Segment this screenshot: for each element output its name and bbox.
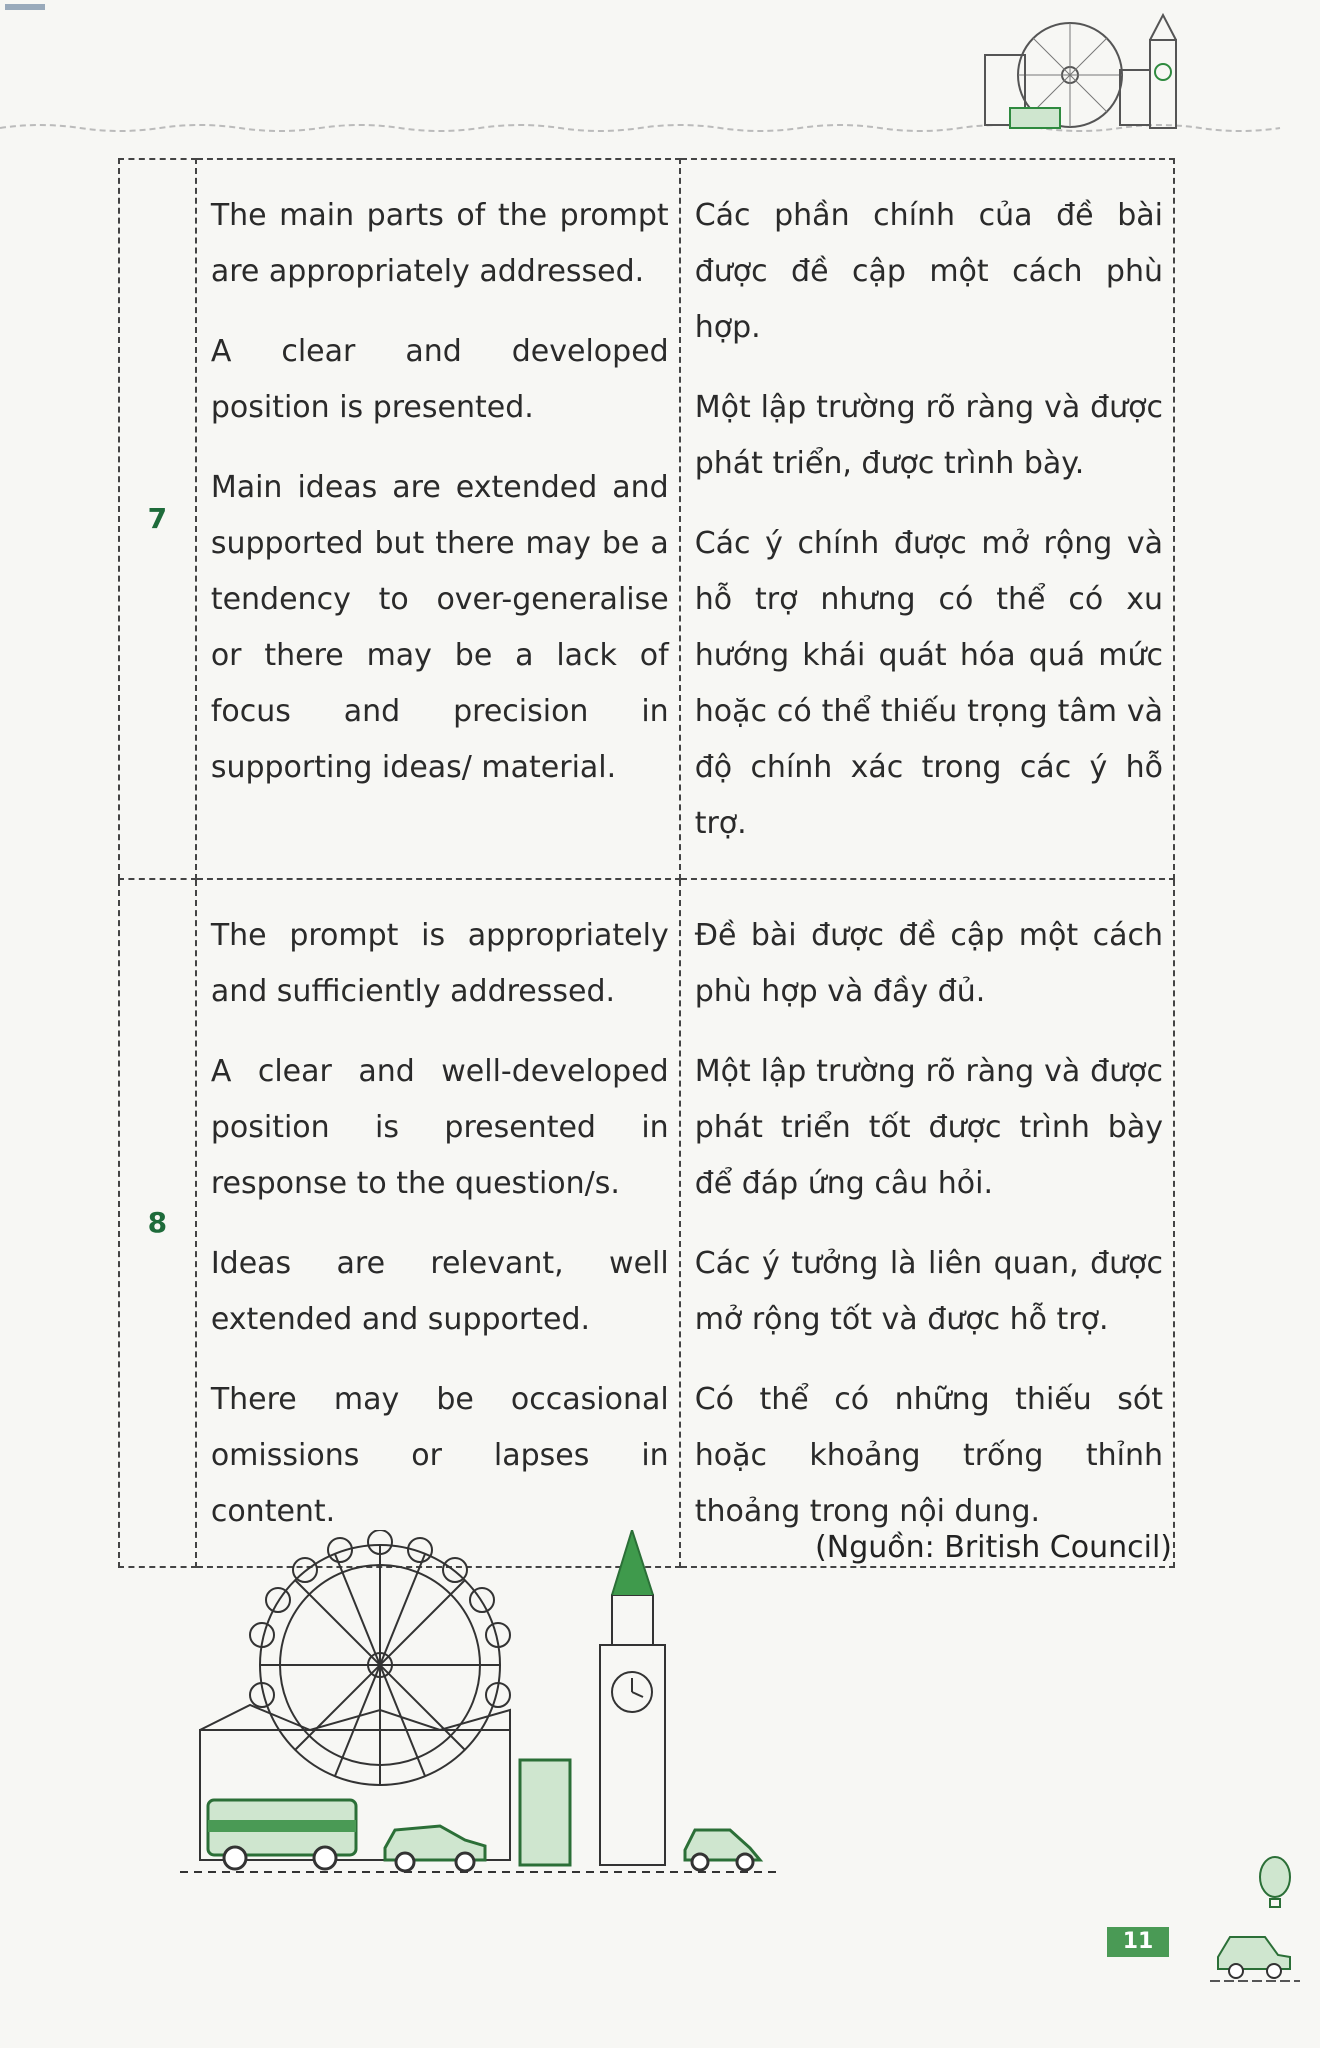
band-descriptor-table — [118, 158, 1175, 1568]
header-skyline-illustration — [0, 0, 1320, 150]
criterion-text: Ideas are relevant, well extended and supported. — [210, 1246, 669, 1337]
big-ben-icon — [600, 1530, 665, 1865]
phone-booth-icon — [520, 1760, 570, 1865]
criterion-translation: Có thể có những thiếu sót hoặc khoảng trống thỉnh thoảng trong nội dung. — [694, 1382, 1163, 1529]
hot-air-balloon-icon — [1260, 1857, 1290, 1907]
criterion-text: The prompt is appropriately and sufficiently addressed. — [210, 918, 669, 1009]
band-score: 8 — [119, 879, 196, 1567]
page-number: 11 — [1107, 1927, 1169, 1957]
criterion-text: Main ideas are extended and supported but there may be a tendency to over-generalise or there may be a lack of focus and precision in supporting ideas/ material. — [210, 470, 669, 785]
vietnamese-criteria — [680, 879, 1174, 1567]
band-score: 7 — [119, 159, 196, 879]
criterion-translation: Các phần chính của đề bài được đề cập một cách phù hợp. — [694, 198, 1163, 345]
car-icon — [1218, 1937, 1290, 1978]
criterion-translation: Một lập trường rõ ràng và được phát triển tốt được trình bày để đáp ứng câu hỏi. — [694, 1054, 1163, 1201]
criterion-text: A clear and developed position is presented. — [210, 334, 669, 425]
source-citation: (Nguồn: British Council) — [815, 1530, 1172, 1565]
criterion-text: There may be occasional omissions or lapses in content. — [210, 1382, 669, 1529]
corner-illustration — [1200, 1855, 1310, 2035]
car-icon — [685, 1830, 760, 1870]
bus-icon — [208, 1800, 356, 1869]
criterion-text: A clear and well-developed position is presented in response to the question/s. — [210, 1054, 669, 1201]
criterion-translation: Các ý chính được mở rộng và hỗ trợ nhưng có thể có xu hướng khái quát hóa quá mức hoặc có thể thiếu trọng tâm và độ chính xác trong các ý hỗ trợ. — [694, 526, 1163, 841]
table-row-band-7 — [119, 159, 1174, 879]
car-icon — [385, 1826, 485, 1871]
english-criteria — [196, 159, 680, 879]
criterion-translation: Các ý tưởng là liên quan, được mở rộng tốt và được hỗ trợ. — [694, 1246, 1163, 1337]
criterion-translation: Một lập trường rõ ràng và được phát triển, được trình bày. — [694, 390, 1163, 481]
english-criteria — [196, 879, 680, 1567]
criterion-translation: Đề bài được đề cập một cách phù hợp và đầy đủ. — [694, 918, 1163, 1009]
criterion-text: The main parts of the prompt are appropriately addressed. — [210, 198, 669, 289]
london-landmarks-illustration — [180, 1530, 780, 1920]
vietnamese-criteria — [680, 159, 1174, 879]
table-row-band-8 — [119, 879, 1174, 1567]
